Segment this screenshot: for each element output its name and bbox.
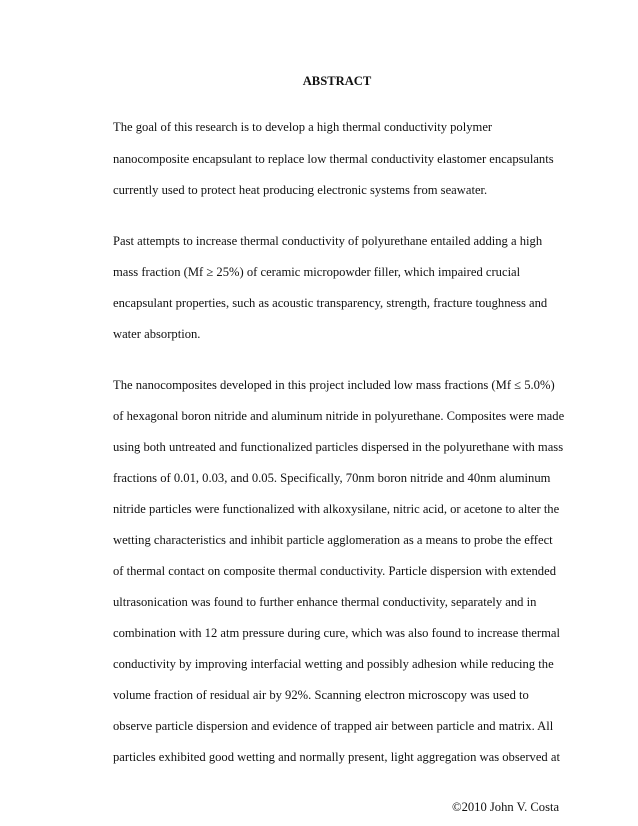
paragraph-3-line-3: using both untreated and functionalized particles dispersed in the polyurethane with mass: [113, 440, 564, 454]
paragraph-2-line-2: mass fraction (Mf ≥ 25%) of ceramic micropowder filler, which impaired crucial: [113, 265, 521, 279]
paragraph-3-line-5: nitride particles were functionalized with alkoxysilane, nitric acid, or acetone to alter the: [113, 502, 560, 516]
paragraph-1-line-2: nanocomposite encapsulant to replace low thermal conductivity elastomer encapsulants: [113, 152, 554, 166]
paragraph-3-line-8: ultrasonication was found to further enhance thermal conductivity, separately and in: [113, 595, 537, 609]
paragraph-3-line-11: volume fraction of residual air by 92%. Scanning electron microscopy was used to: [113, 688, 529, 702]
paragraph-3-line-1: The nanocomposites developed in this project included low mass fractions (Mf ≤ 5.0%): [113, 378, 555, 392]
paragraph-3-line-9: combination with 12 atm pressure during cure, which was also found to increase thermal: [113, 626, 560, 640]
paragraph-1-line-1: The goal of this research is to develop a high thermal conductivity polymer: [113, 120, 493, 134]
paragraph-3-line-7: of thermal contact on composite thermal conductivity. Particle dispersion with extended: [113, 564, 556, 578]
paragraph-3-line-13: particles exhibited good wetting and normally present, light aggregation was observed at: [113, 750, 560, 764]
paragraph-3-line-10: conductivity by improving interfacial wetting and possibly adhesion while reducing the: [113, 657, 554, 671]
paragraph-2-line-4: water absorption.: [113, 327, 201, 341]
paragraph-3-line-2: of hexagonal boron nitride and aluminum nitride in polyurethane. Composites were made: [113, 409, 565, 423]
page-title: ABSTRACT: [302, 74, 372, 88]
paragraph-1-line-3: currently used to protect heat producing electronic systems from seawater.: [113, 183, 488, 197]
copyright-footer: ©2010 John V. Costa: [452, 800, 560, 814]
paragraph-2-line-1: Past attempts to increase thermal conductivity of polyurethane entailed adding a high: [113, 234, 543, 248]
paragraph-3-line-6: wetting characteristics and inhibit particle agglomeration as a means to probe the effect: [113, 533, 553, 547]
paragraph-3-line-4: fractions of 0.01, 0.03, and 0.05. Specifically, 70nm boron nitride and 40nm aluminum: [113, 471, 551, 485]
paragraph-3-line-12: observe particle dispersion and evidence of trapped air between particle and matrix. All: [113, 719, 554, 733]
paragraph-2-line-3: encapsulant properties, such as acoustic transparency, strength, fracture toughness and: [113, 296, 548, 310]
